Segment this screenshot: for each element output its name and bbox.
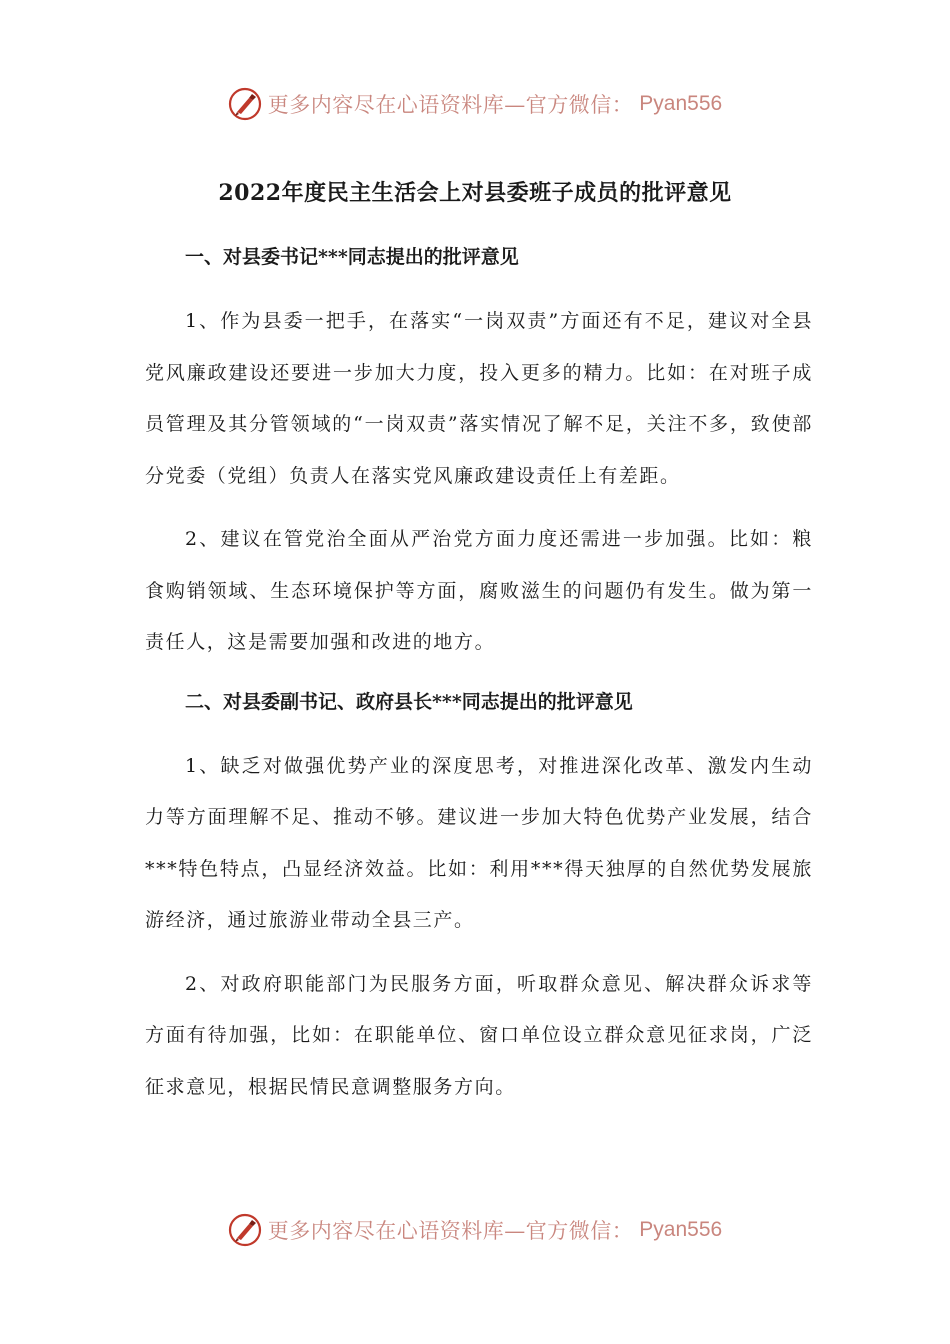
section-1-paragraph-1: 1、作为县委一把手，在落实“一岗双责”方面还有不足，建议对全县党风廉政建设还要进一步加大力度，投入更多的精力。比如：在对班子成员管理及其分管领域的“一岗双责”落实情况了解不足，关注不多，致使部分党委（党组）负责人在落实党风廉政建设责任上有差距。 (145, 310, 813, 487)
document-body (145, 236, 813, 1125)
watermark-wechat-id: Pyan556 (639, 1218, 723, 1241)
pen-nib-logo-icon (228, 1213, 262, 1247)
watermark-text: 更多内容尽在心语资料库—官方微信： (267, 1219, 634, 1243)
section-heading-2: 二、对县委副书记、政府县长***同志提出的批评意见 (185, 690, 633, 713)
document-title: 2022年度民主生活会上对县委班子成员的批评意见 (218, 180, 732, 206)
watermark-text: 更多内容尽在心语资料库—官方微信： (267, 93, 634, 117)
watermark-wechat-id: Pyan556 (639, 92, 723, 115)
watermark-header (0, 84, 950, 124)
section-2-paragraph-1: 1、缺乏对做强优势产业的深度思考，对推进深化改革、激发内生动力等方面理解不足、推动不够。建议进一步加大特色优势产业发展，结合***特色特点，凸显经济效益。比如：利用***得天独厚的自然优势发展旅游经济，通过旅游业带动全县三产。 (145, 754, 813, 931)
section-heading-1: 一、对县委书记***同志提出的批评意见 (185, 246, 519, 268)
watermark-footer (0, 1210, 950, 1250)
section-1-paragraph-2: 2、建议在管党治全面从严治党方面力度还需进一步加强。比如：粮食购销领域、生态环境保护等方面，腐败滋生的问题仍有发生。做为第一责任人，这是需要加强和改进的地方。 (145, 528, 813, 653)
pen-nib-logo-icon (228, 87, 262, 121)
section-2-paragraph-2: 2、对政府职能部门为民服务方面，听取群众意见、解决群众诉求等方面有待加强，比如：在职能单位、窗口单位设立群众意见征求岗，广泛征求意见，根据民情民意调整服务方向。 (145, 972, 813, 1098)
